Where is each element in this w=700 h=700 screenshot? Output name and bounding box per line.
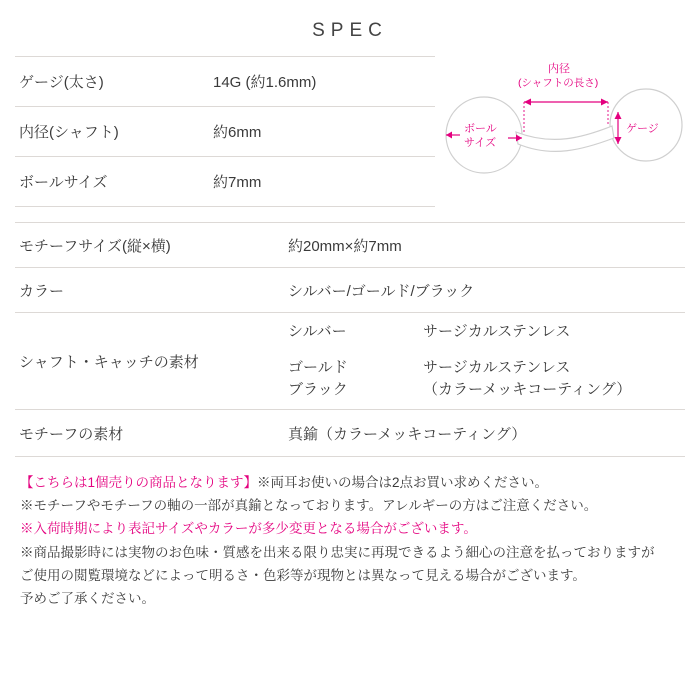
row-value: 約20mm×約7mm bbox=[274, 223, 685, 268]
row-label: 内径(シャフト) bbox=[15, 107, 199, 157]
detail-spec-table bbox=[15, 222, 685, 457]
page-title: SPEC bbox=[312, 20, 388, 41]
table-row bbox=[15, 223, 685, 268]
material-color-silver: シルバー bbox=[288, 323, 347, 341]
note-1-black: ※両耳お使いの場合は2点お買い求めください。 bbox=[257, 475, 549, 490]
row-label: シャフト・キャッチの素材 bbox=[15, 313, 274, 410]
diagram-ball-size-label2: サイズ bbox=[464, 137, 497, 149]
note-line-2: ※モチーフやモチーフの軸の一部が真鍮となっております。アレルギーの方はご注意ください。 bbox=[20, 498, 598, 514]
row-value: 約6mm bbox=[199, 107, 435, 157]
row-label: カラー bbox=[15, 268, 274, 313]
table-row bbox=[15, 268, 685, 313]
note-line-1 bbox=[20, 471, 684, 494]
note-1-pink: 【こちらは1個売りの商品となります】 bbox=[20, 475, 258, 490]
row-label: モチーフサイズ(縦×横) bbox=[15, 223, 274, 268]
top-section bbox=[0, 56, 700, 206]
row-label: ボールサイズ bbox=[15, 157, 199, 207]
note-line-5: ご使用の閲覧環境などによって明るさ・色彩等が現物とは異なって見える場合がございます。 bbox=[20, 567, 586, 583]
diagram-gauge-label: ゲージ bbox=[626, 123, 659, 135]
diagram-ball-size-label: ボール bbox=[464, 123, 497, 135]
basic-spec-table bbox=[15, 56, 435, 207]
material-value-coating: （カラーメッキコーティング） bbox=[423, 380, 632, 398]
material-value-silver: サージカルステンレス bbox=[423, 323, 571, 341]
material-value-gold-black: サージカルステンレス bbox=[423, 359, 571, 377]
material-color-gold: ゴールド bbox=[288, 359, 348, 377]
table-row bbox=[15, 57, 435, 107]
notes-section bbox=[16, 471, 684, 610]
table-row bbox=[15, 410, 685, 457]
diagram-inner-diameter-label: 内径 bbox=[548, 63, 570, 75]
row-label: ゲージ(太さ) bbox=[15, 57, 199, 107]
barbell-diagram bbox=[432, 50, 692, 210]
row-label: モチーフの素材 bbox=[15, 410, 274, 457]
row-value: シルバー/ゴールド/ブラック bbox=[274, 268, 685, 313]
table-row bbox=[15, 157, 435, 207]
material-color-black: ブラック bbox=[288, 380, 348, 398]
row-value: 約7mm bbox=[199, 157, 435, 207]
row-value: 14G (約1.6mm) bbox=[199, 57, 435, 107]
row-value: 真鍮（カラーメッキコーティング） bbox=[274, 410, 685, 457]
table-row bbox=[15, 107, 435, 157]
table-row bbox=[15, 313, 685, 410]
note-line-6: 予めご了承ください。 bbox=[20, 591, 155, 607]
diagram-inner-diameter-sub: (シャフトの長さ) bbox=[518, 77, 599, 89]
note-line-3: ※入荷時期により表記サイズやカラーが多少変更となる場合がございます。 bbox=[20, 521, 477, 537]
note-line-4: ※商品撮影時には実物のお色味・質感を出来る限り忠実に再現できるよう細心の注意を払っておりますが bbox=[20, 544, 655, 560]
row-value bbox=[274, 313, 685, 410]
